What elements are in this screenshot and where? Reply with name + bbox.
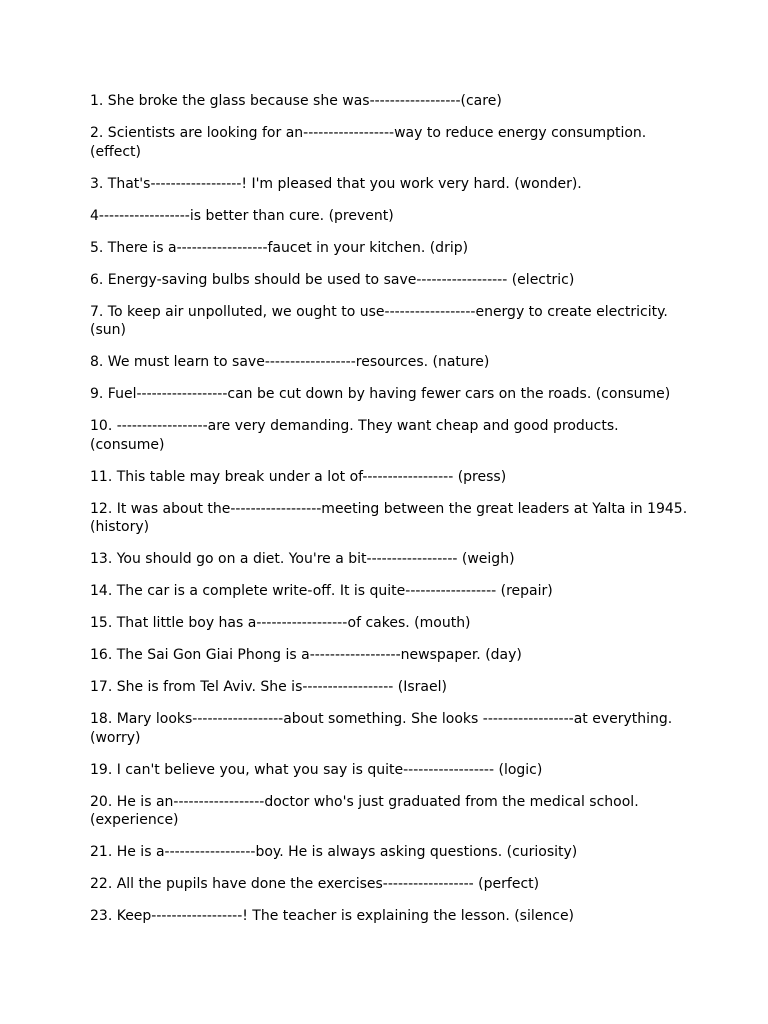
exercise-item-21: 21. He is a------------------boy. He is always asking questions. (curiosity) bbox=[90, 844, 578, 860]
exercise-list bbox=[90, 92, 690, 939]
exercise-item-7: 7. To keep air unpolluted, we ought to use------------------energy to create electricity. (sun) bbox=[90, 303, 668, 338]
exercise-item-4: 4------------------is better than cure. (prevent) bbox=[90, 207, 394, 224]
exercise-item-13: 13. You should go on a diet. You're a bit------------------ (weigh) bbox=[90, 551, 515, 567]
exercise-item-3: 3. That's------------------! I'm pleased that you work very hard. (wonder). bbox=[90, 175, 582, 192]
exercise-item-14: 14. The car is a complete write-off. It is quite------------------ (repair) bbox=[90, 583, 553, 599]
exercise-item-6: 6. Energy-saving bulbs should be used to save------------------ (electric) bbox=[90, 271, 575, 288]
exercise-item-5: 5. There is a------------------faucet in your kitchen. (drip) bbox=[90, 239, 469, 256]
exercise-item-9: 9. Fuel------------------can be cut down by having fewer cars on the roads. (consume) bbox=[90, 386, 671, 402]
exercise-item-12: 12. It was about the------------------meeting between the great leaders at Yalta in 1945. (history) bbox=[90, 500, 688, 535]
exercise-item-23: 23. Keep------------------! The teacher is explaining the lesson. (silence) bbox=[90, 908, 575, 924]
exercise-item-11: 11. This table may break under a lot of------------------ (press) bbox=[90, 468, 507, 485]
exercise-item-8: 8. We must learn to save------------------resources. (nature) bbox=[90, 354, 490, 370]
exercise-item-1: 1. She broke the glass because she was------------------(care) bbox=[90, 93, 502, 109]
exercise-item-10: 10. ------------------are very demanding. They want cheap and good products. (consume) bbox=[90, 418, 619, 453]
exercise-item-20: 20. He is an------------------doctor who's just graduated from the medical school. (experience) bbox=[90, 793, 639, 828]
exercise-item-22: 22. All the pupils have done the exercises------------------ (perfect) bbox=[90, 876, 540, 892]
exercise-item-2: 2. Scientists are looking for an------------------way to reduce energy consumption. (effect) bbox=[90, 125, 647, 160]
exercise-item-19: 19. I can't believe you, what you say is quite------------------ (logic) bbox=[90, 761, 543, 778]
exercise-item-15: 15. That little boy has a------------------of cakes. (mouth) bbox=[90, 615, 471, 631]
exercise-item-16: 16. The Sai Gon Giai Phong is a------------------newspaper. (day) bbox=[90, 647, 522, 663]
exercise-item-17: 17. She is from Tel Aviv. She is------------------ (Israel) bbox=[90, 679, 447, 695]
exercise-item-18: 18. Mary looks------------------about something. She looks ------------------at everything. (worry) bbox=[90, 711, 673, 746]
